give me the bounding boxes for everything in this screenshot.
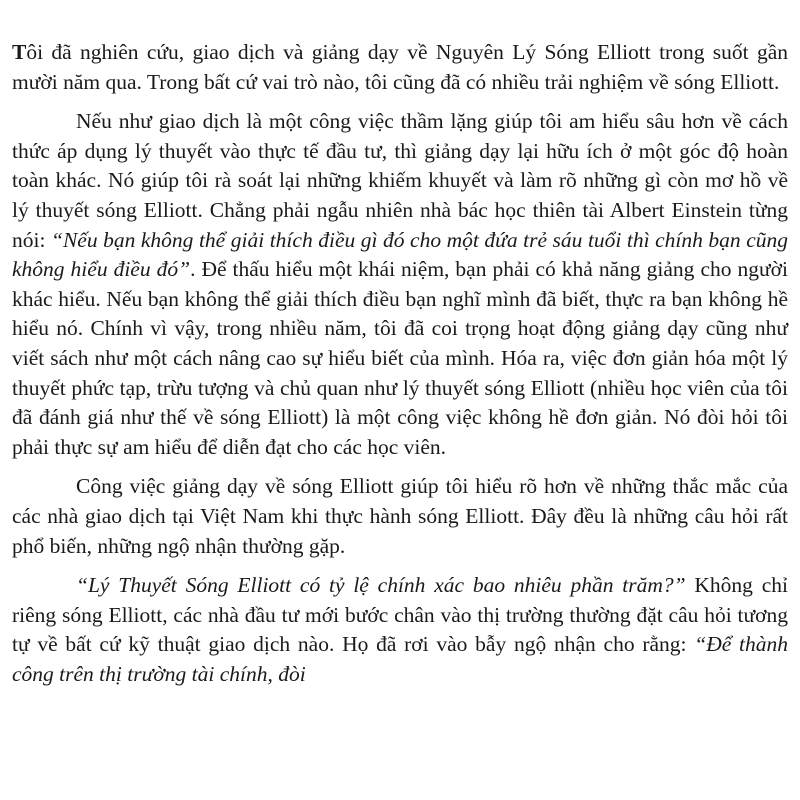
paragraph-1 bbox=[12, 38, 788, 97]
body-text bbox=[12, 38, 788, 689]
paragraph-2 bbox=[12, 107, 788, 462]
paragraph-3 bbox=[12, 472, 788, 561]
einstein-quote: “Nếu bạn không thể giải thích điều gì đó cho một đứa trẻ sáu tuổi thì chính bạn cũng không hiểu điều đó” bbox=[12, 227, 789, 282]
misconception-quote: “Để thành công trên thị trường tài chính, đòi bbox=[12, 632, 788, 686]
paragraph-1-text: ôi đã nghiên cứu, giao dịch và giảng dạy về Nguyên Lý Sóng Elliott trong suốt gần mười năm qua. Trong bất cứ vai trò nào, tôi cũng đã có nhiều trải nghiệm về sóng Elliott. bbox=[12, 40, 788, 94]
drop-cap-letter: T bbox=[12, 40, 27, 64]
paragraph-4-text: Không chỉ riêng sóng Elliott, các nhà đầu tư mới bước chân vào thị trường thường đặt câu hỏi tương tự về bất cứ kỹ thuật giao dịch nào. Họ đã rơi vào bẫy ngộ nhận cho rằng: bbox=[12, 573, 788, 657]
paragraph-2-text-start: Nếu như giao dịch là một công việc thầm lặng giúp tôi am hiểu sâu hơn về cách thức áp dụng lý thuyết vào thực tế đầu tư, thì giảng dạy lại hữu ích ở một góc độ hoàn toàn khác. Nó giúp tôi rà soát lại những khiếm khuyết và làm rõ những gì còn mơ hồ về lý thuyết sóng Elliott. Chẳng phải ngẫu nhiên nhà bác học thiên tài Albert Einstein từng nói: bbox=[12, 109, 788, 252]
paragraph-2-text-end: . Để thấu hiểu một khái niệm, bạn phải có khả năng giảng cho người khác hiểu. Nếu bạn không thể giải thích điều bạn nghĩ mình đã biết, thực ra bạn không hề hiểu nó. Chính vì vậy, trong nhiều năm, tôi đã coi trọng hoạt động giảng dạy cũng như viết sách như một cách nâng cao sự hiểu biết của mình. Hóa ra, việc đơn giản hóa một lý thuyết phức tạp, trừu tượng và chủ quan như lý thuyết sóng Elliott (nhiều học viên của tôi đã đánh giá như thế về sóng Elliott) là một công việc không hề đơn giản. Nó đòi hỏi tôi phải thực sự am hiểu để diễn đạt cho các học viên. bbox=[12, 257, 788, 459]
question-quote: “Lý Thuyết Sóng Elliott có tỷ lệ chính xác bao nhiêu phần trăm?” bbox=[76, 573, 686, 598]
paragraph-4 bbox=[12, 571, 788, 689]
paragraph-3-text: Công việc giảng dạy về sóng Elliott giúp tôi hiểu rõ hơn về những thắc mắc của các nhà giao dịch tại Việt Nam khi thực hành sóng Elliott. Đây đều là những câu hỏi rất phổ biến, những ngộ nhận thường gặp. bbox=[12, 474, 788, 558]
